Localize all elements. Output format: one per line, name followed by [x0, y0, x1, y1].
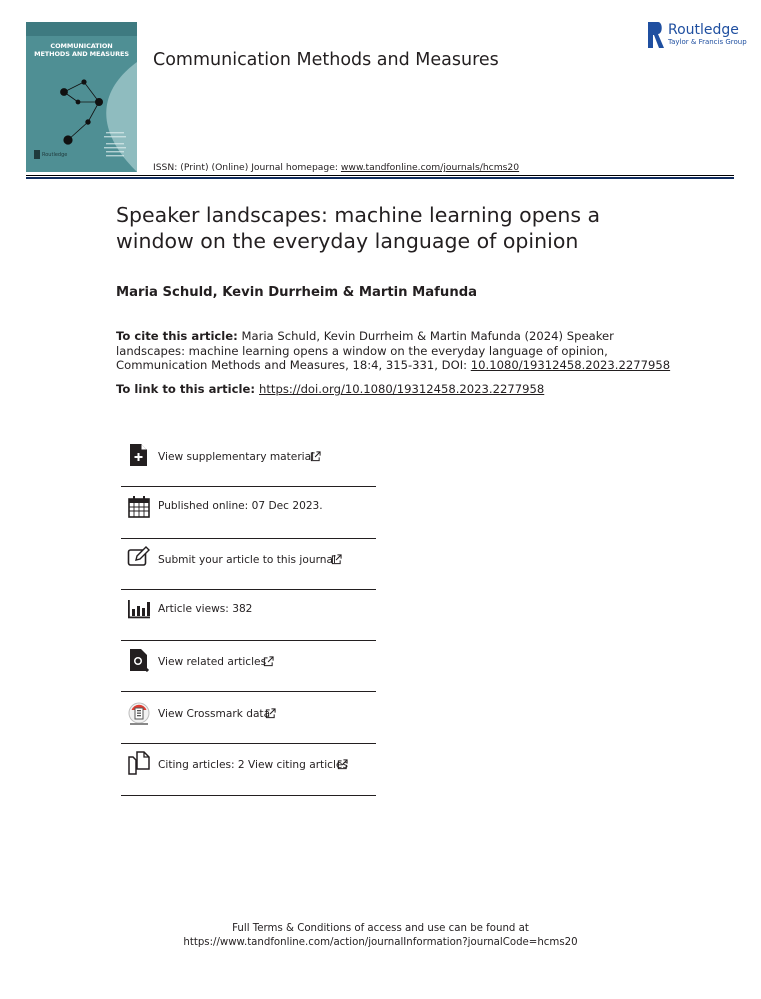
- header-rule-thin: [26, 175, 734, 176]
- footer-terms-text: Full Terms & Conditions of access and use can be found at: [232, 923, 529, 934]
- cite-label: To cite this article:: [116, 329, 238, 343]
- pencil-edit-icon: [127, 546, 151, 570]
- external-link-icon: [331, 554, 342, 565]
- action-citing-articles[interactable]: [121, 751, 376, 801]
- action-label: Published online: 07 Dec 2023.: [158, 500, 323, 512]
- action-label: Submit your article to this journal: [158, 554, 336, 566]
- article-authors: Maria Schuld, Kevin Durrheim & Martin Mafunda: [116, 285, 478, 300]
- journal-title: Communication Methods and Measures: [153, 50, 499, 70]
- article-title: Speaker landscapes: machine learning opens a window on the everyday language of opinion: [116, 203, 601, 253]
- copy-documents-icon: [127, 751, 151, 775]
- action-divider: [121, 691, 376, 692]
- header-rule-thick: [26, 177, 734, 179]
- action-divider: [121, 589, 376, 590]
- logo-wordmark: Routledge: [668, 22, 739, 38]
- action-divider: [121, 486, 376, 487]
- document-plus-icon: [127, 443, 151, 467]
- cite-doi-link[interactable]: 10.1080/19312458.2023.2277958: [470, 358, 671, 372]
- action-published-online: [121, 494, 376, 544]
- routledge-r-icon: [648, 22, 664, 48]
- external-link-icon: [265, 708, 276, 719]
- issn-text: ISSN: (Print) (Online) Journal homepage:: [153, 162, 341, 173]
- terms-footer: [0, 922, 761, 949]
- external-link-icon: [263, 656, 274, 667]
- action-label: Article views: 382: [158, 603, 253, 615]
- issn-homepage-line: [153, 162, 519, 173]
- journal-homepage-link[interactable]: www.tandfonline.com/journals/hcms20: [340, 162, 520, 173]
- cite-text: Maria Schuld, Kevin Durrheim & Martin Mafunda (2024) Speaker landscapes: machine learning opens a window on the everyday language of opinion, Communication Methods and Measures, 18:4, 315-331, DOI:: [116, 329, 614, 372]
- cover-title: COMMUNICATION METHODS AND MEASURES: [34, 42, 129, 58]
- action-divider: [121, 538, 376, 539]
- cover-publisher: Routledge: [42, 152, 68, 158]
- article-doi-link[interactable]: https://doi.org/10.1080/19312458.2023.2277958: [259, 382, 545, 396]
- citation-block: [116, 329, 676, 373]
- article-link-block: [116, 382, 676, 397]
- action-divider: [121, 640, 376, 641]
- bar-chart-icon: [127, 597, 151, 621]
- action-divider: [121, 795, 376, 796]
- action-divider: [121, 743, 376, 744]
- action-label: View supplementary material: [158, 451, 315, 463]
- action-label: View related articles: [158, 656, 267, 668]
- journal-cover-image: [26, 22, 137, 172]
- footer-terms-link[interactable]: https://www.tandfonline.com/action/journalInformation?journalCode=hcms20: [183, 936, 578, 948]
- external-link-icon: [310, 451, 321, 462]
- link-label: To link to this article:: [116, 382, 260, 396]
- calendar-icon: [127, 495, 151, 519]
- search-document-icon: [127, 648, 151, 672]
- action-label: View Crossmark data: [158, 708, 271, 720]
- logo-subtitle: Taylor & Francis Group: [668, 38, 747, 46]
- crossmark-icon: [127, 702, 151, 726]
- external-link-icon: [337, 759, 348, 770]
- action-label: Citing articles: 2 View citing articles: [158, 759, 348, 771]
